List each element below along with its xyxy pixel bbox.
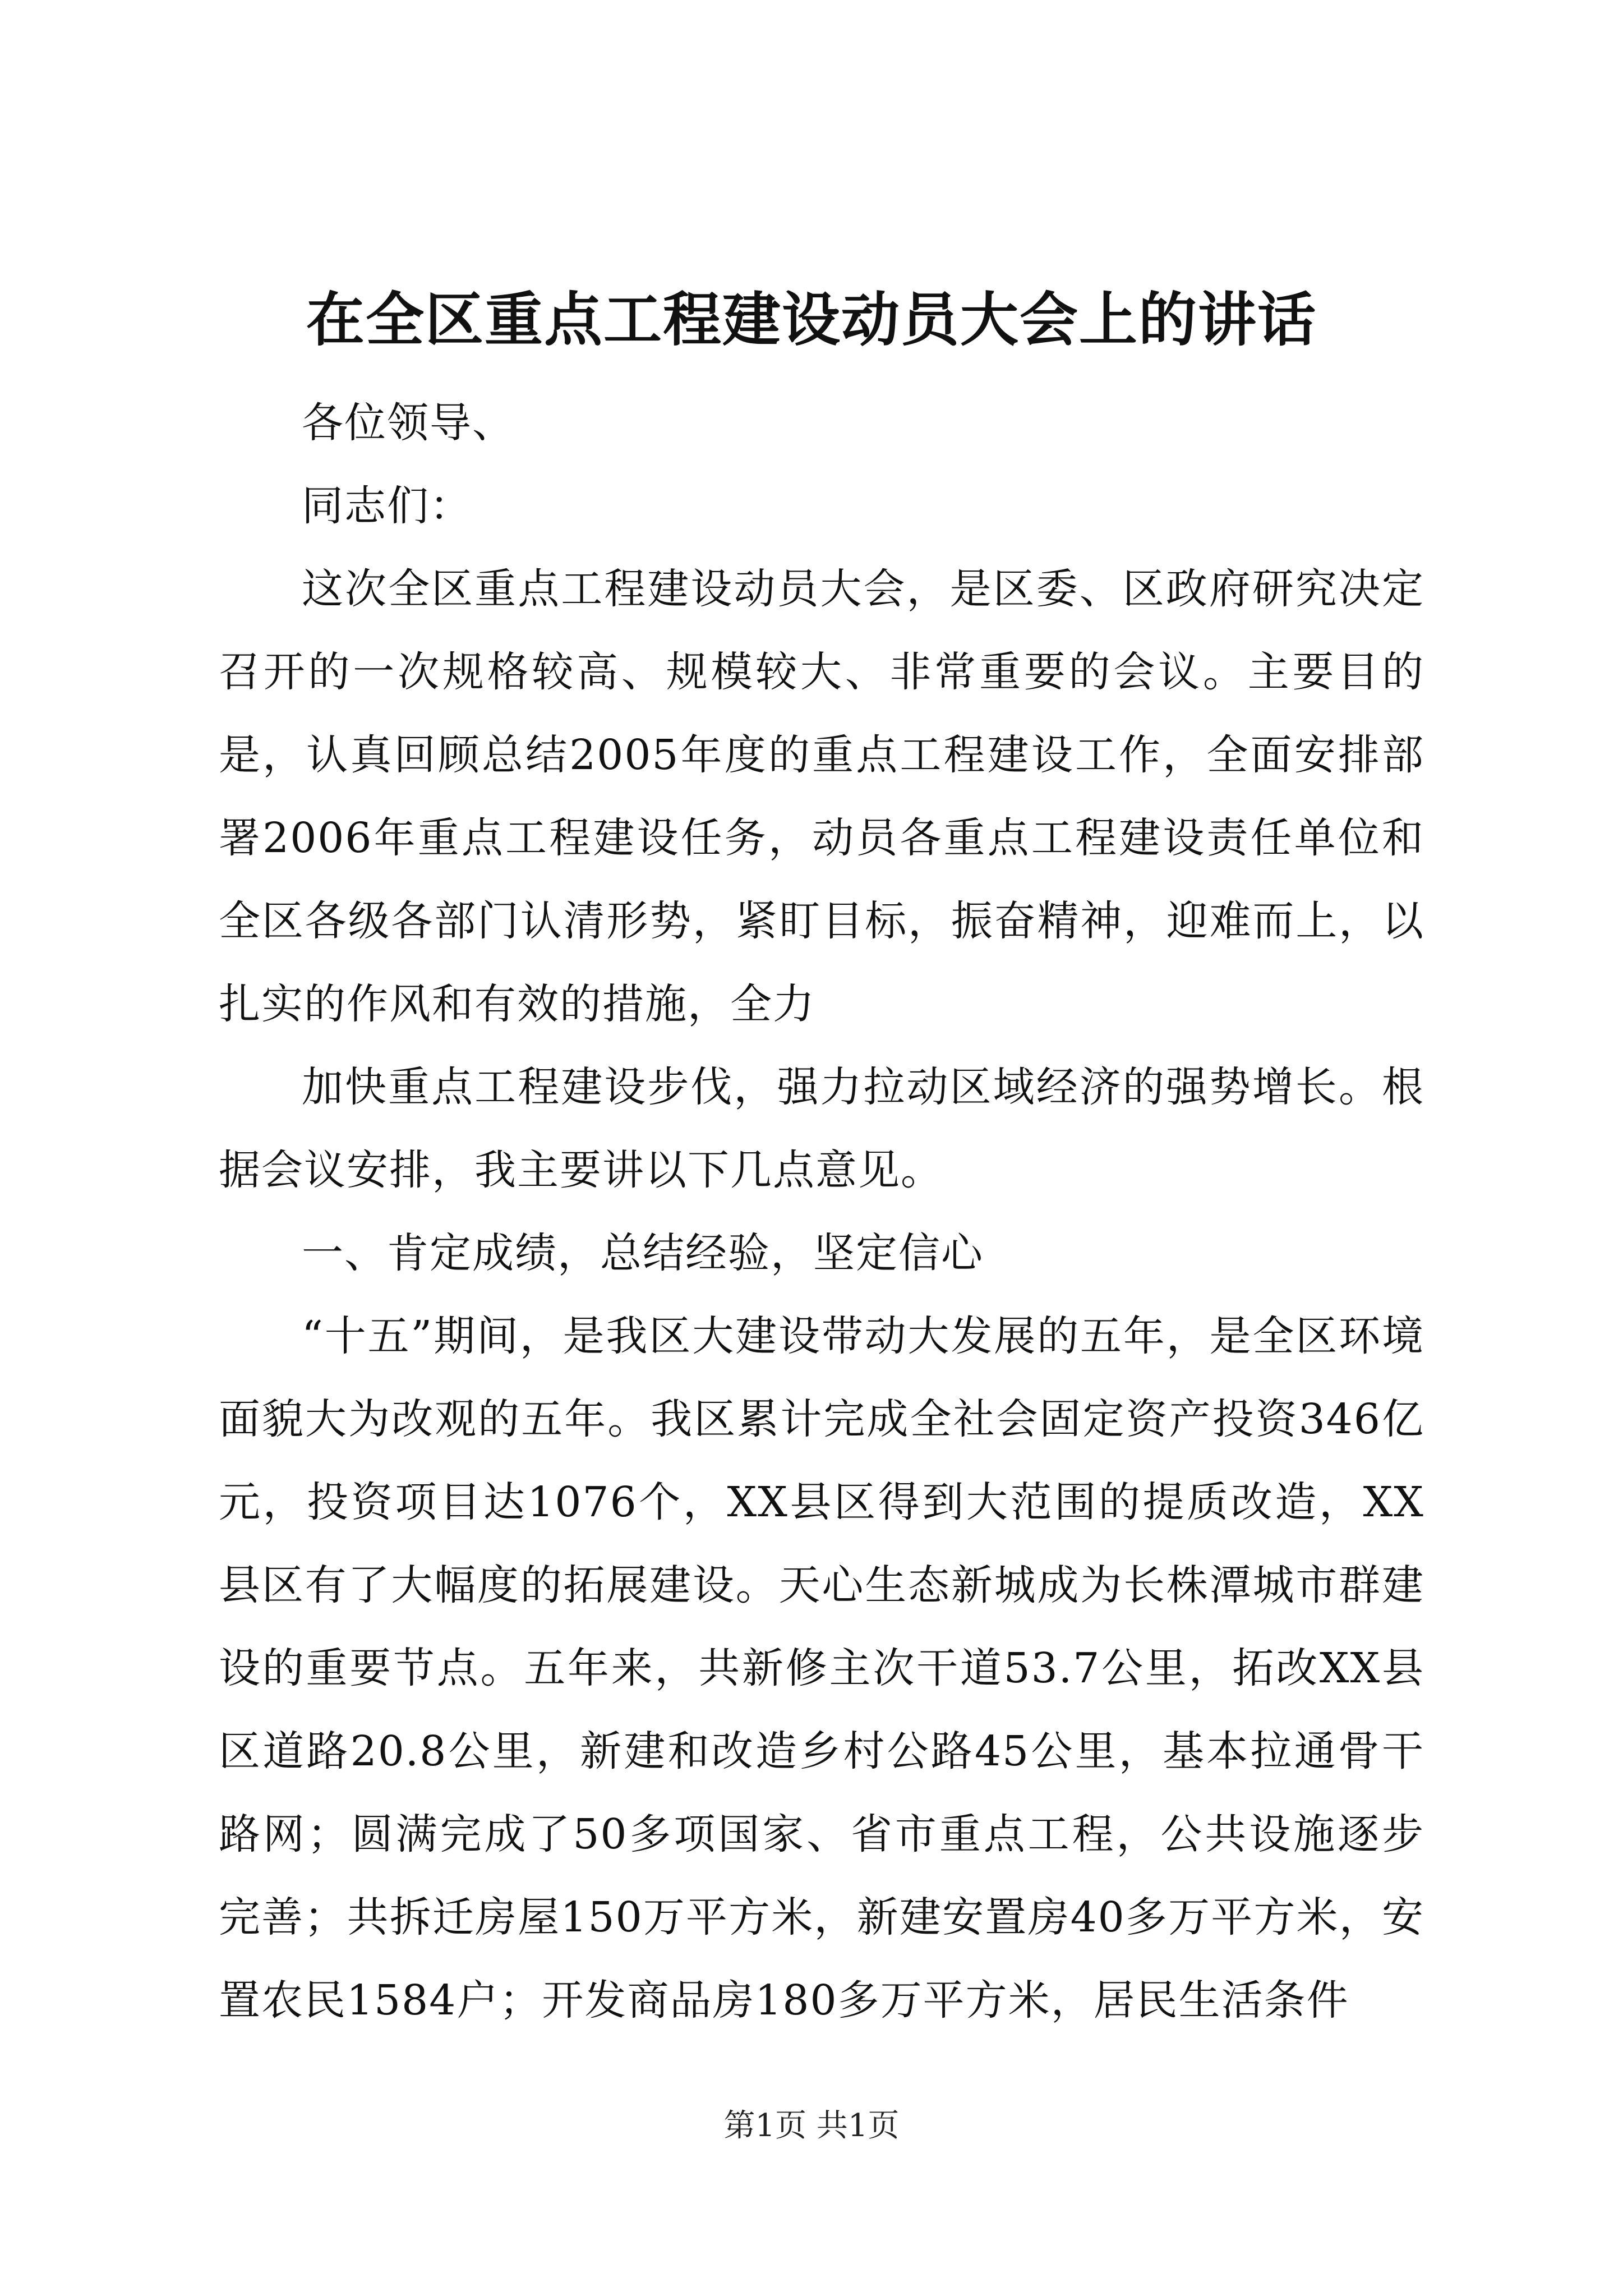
- body-paragraph: 加快重点工程建设步伐，强力拉动区域经济的强势增长。根据会议安排，我主要讲以下几点意见。: [219, 1063, 1424, 1194]
- page-footer: 第1页 共1页: [723, 2108, 900, 2144]
- salutation-line-2: 同志们：: [302, 482, 472, 530]
- body-paragraph: 这次全区重点工程建设动员大会，是区委、区政府研究决定召开的一次规格较高、规模较大、非常重要的会议。主要目的是，认真回顾总结2005年度的重点工程建设工作，全面安排部署2006年重点工程建设任务，动员各重点工程建设责任单位和全区各级各部门认清形势，紧盯目标，振奋精神，迎难而上，以扎实的作风和有效的措施，全力: [219, 565, 1424, 1028]
- body-paragraph: “十五”期间，是我区大建设带动大发展的五年，是全区环境面貌大为改观的五年。我区累计完成全社会固定资产投资346亿元，投资项目达1076个，XX县区得到大范围的提质改造，XX县区有了大幅度的拓展建设。天心生态新城成为长株潭城市群建设的重要节点。五年来，共新修主次干道53.7公里，拓改XX县区道路20.8公里，新建和改造乡村公路45公里，基本拉通骨干路网；圆满完成了50多项国家、省市重点工程，公共设施逐步完善；共拆迁房屋150万平方米，新建安置房40多万平方米，安置农民1584户；开发商品房180多万平方米，居民生活条件: [219, 1312, 1424, 2024]
- section-heading: 一、肯定成绩，总结经验，坚定信心: [302, 1229, 984, 1277]
- salutation-line-1: 各位领导、: [302, 399, 515, 447]
- document-body: [219, 381, 1424, 2042]
- document-title: 在全区重点工程建设动员大会上的讲话: [306, 285, 1317, 354]
